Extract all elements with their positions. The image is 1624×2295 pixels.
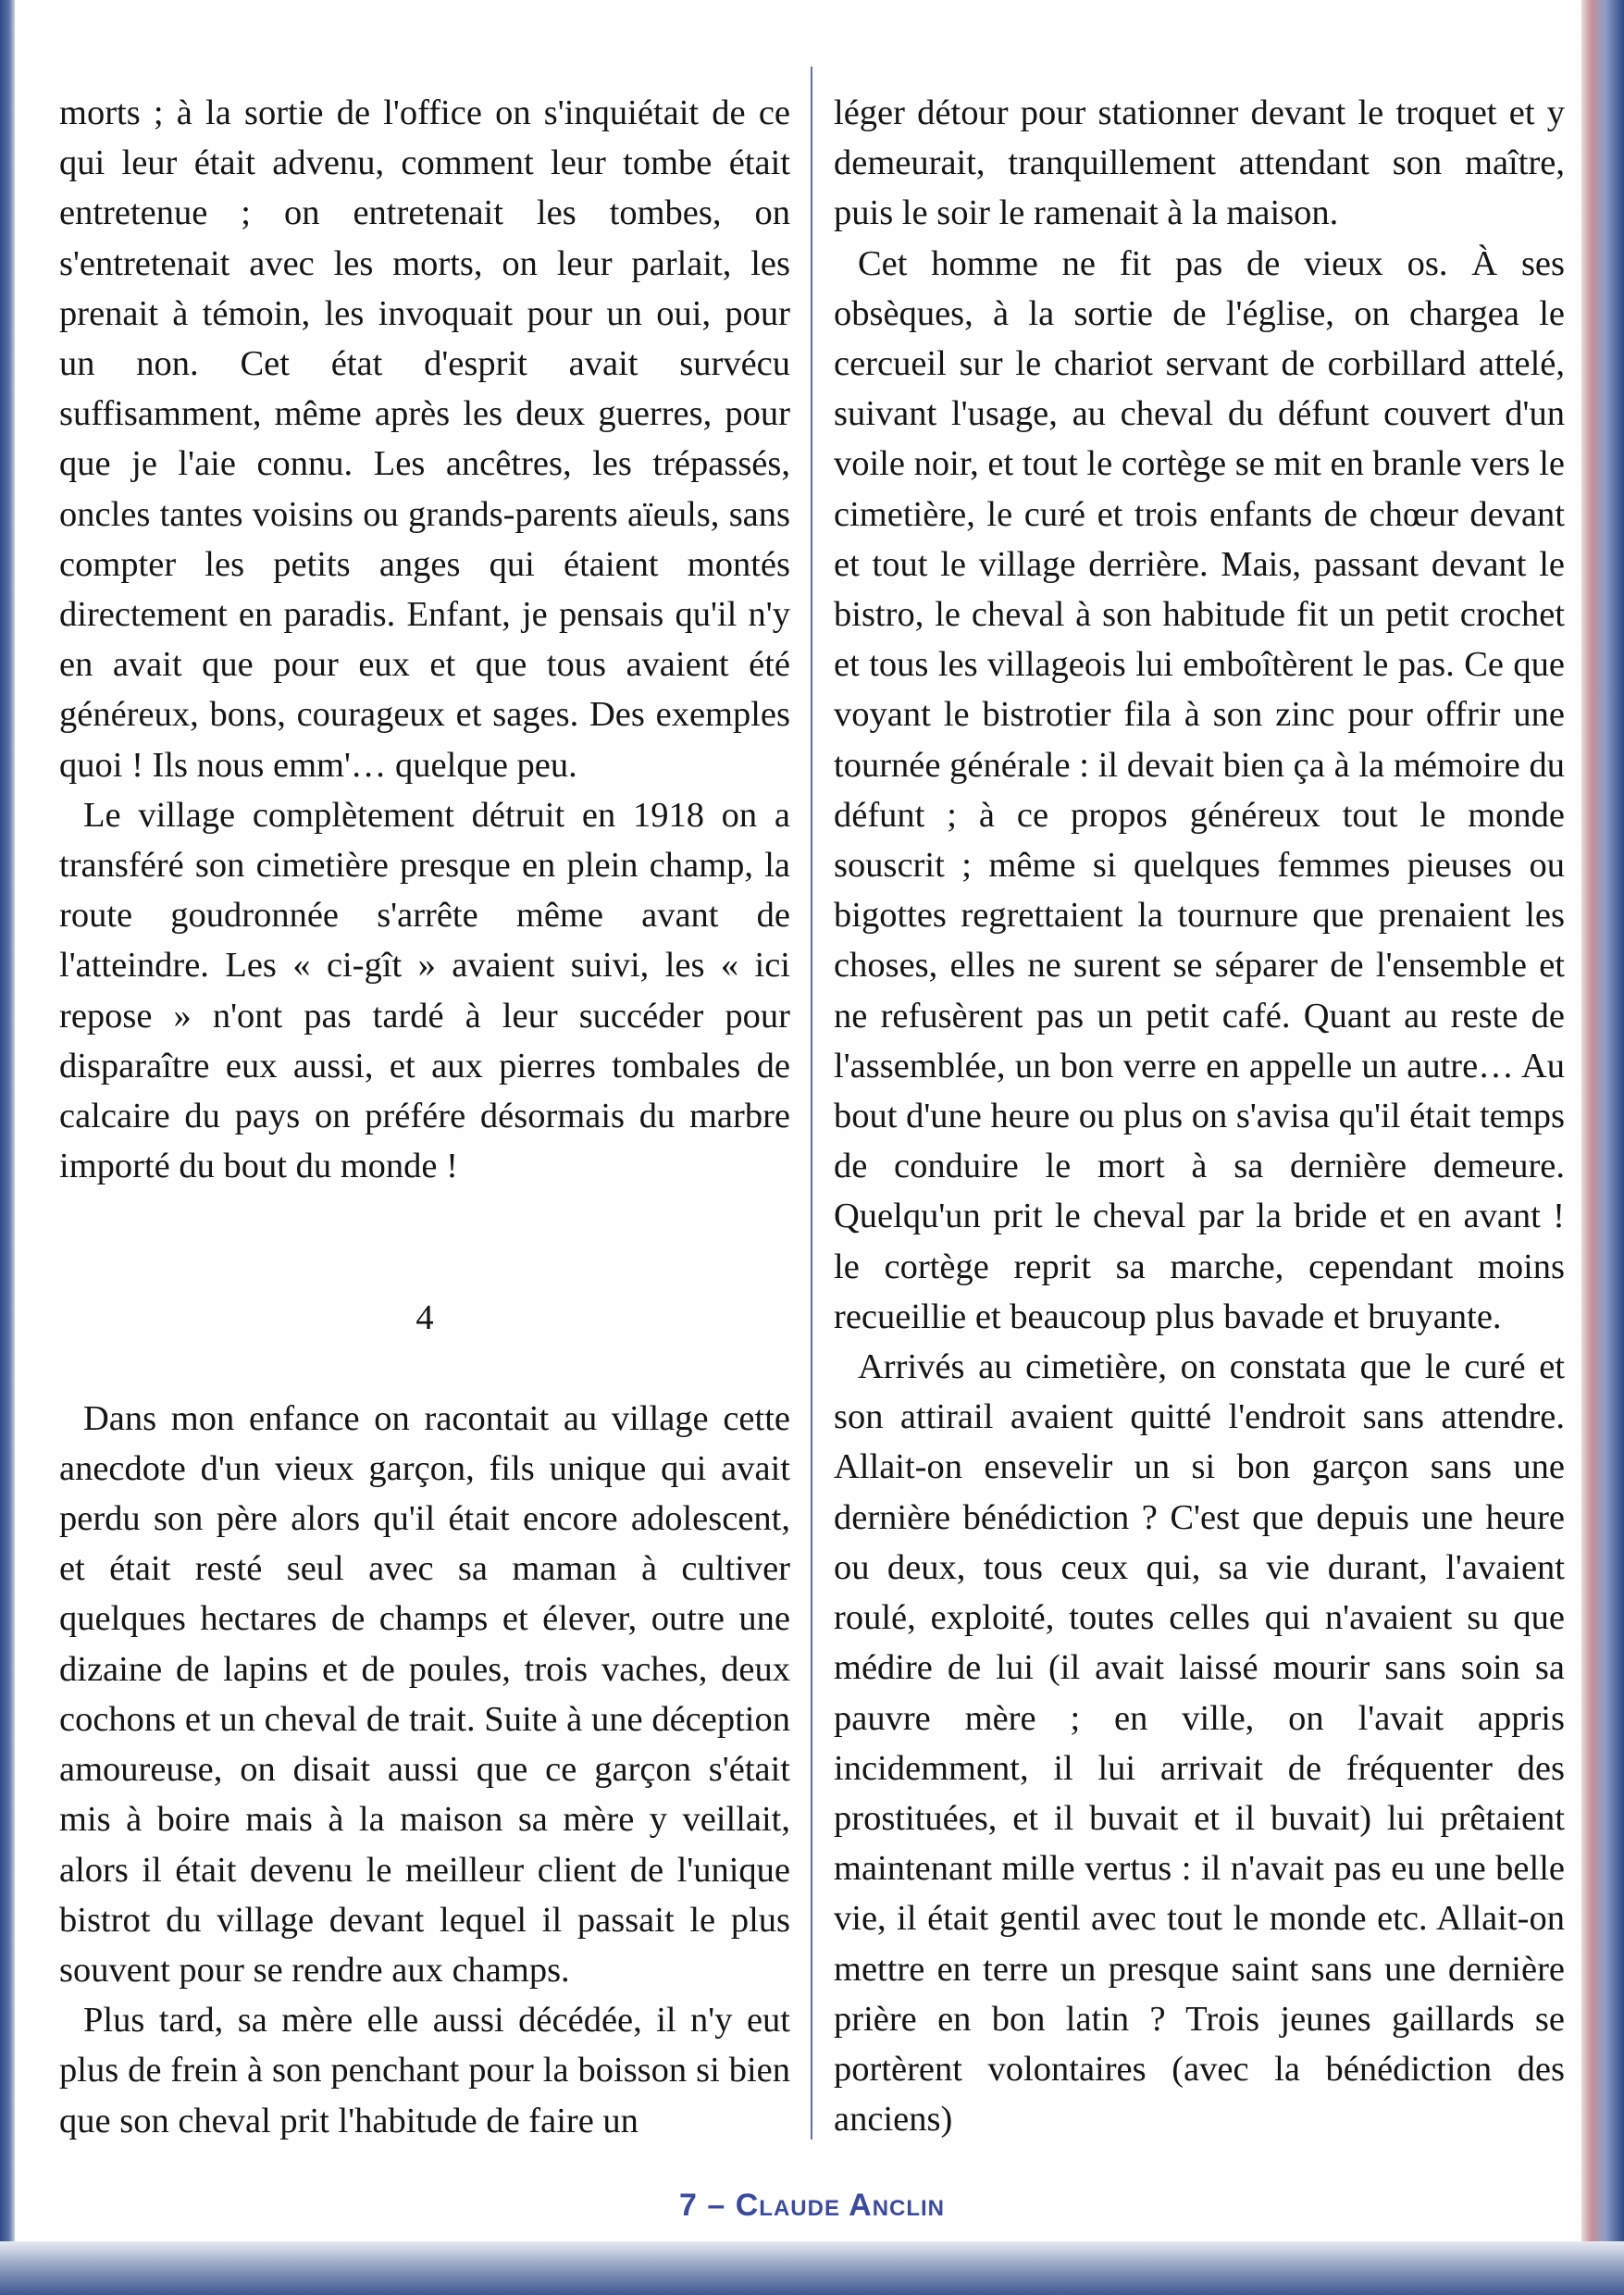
frame-bottom-edge	[0, 2241, 1624, 2295]
paragraph: Le village complètement détruit en 1918 on a transféré son cimetière presque en plein champ, la route goudronnée s'arrête même avant de l'atteindre. Les « ci-gît » avaient suivi, les « ici repose » n'ont pas tardé à leur succéder pour disparaître eux aussi, et aux pierres tombales de calcaire du pays on préfére désormais du marbre importé du bout du monde !	[59, 795, 790, 1186]
page-footer	[0, 2188, 1624, 2224]
footer-separator: –	[707, 2188, 726, 2223]
left-column	[59, 88, 790, 2146]
paragraph: Cet homme ne fit pas de vieux os. À ses obsèques, à la sortie de l'église, on chargea le cercueil sur le chariot servant de corbillard attelé, suivant l'usage, au cheval du défunt couvert d'un voile noir, et tout le cortège se mit en branle vers le cimetière, le curé et trois enfants de chœur devant et tout le village derrière. Mais, passant devant le bistro, le cheval à son habitude fit un petit crochet et tous les villageois lui emboîtèrent le pas. Ce que voyant le bistrotier fila à son zinc pour offrir une tournée générale : il devait bien ça à la mémoire du défunt ; à ce propos généreux tout le monde souscrit ; même si quelques femmes pieuses ou bigottes regrettaient la tournure que prenaient les choses, elles ne surent se séparer de l'ensemble et ne refusèrent pas un petit café. Quant au reste de l'assemblée, un bon verre en appelle un autre… Au bout d'une heure ou plus on s'avisa qu'il était temps de conduire le mort à sa dernière demeure. Quelqu'un prit le cheval par la bride et en avant ! le cortège reprit sa marche, cependant moins recueillie et beaucoup plus bavade et bruyante.	[834, 243, 1565, 1336]
column-divider	[811, 67, 812, 2140]
section-number: 4	[415, 1298, 434, 1338]
paragraph: morts ; à la sortie de l'office on s'inquiétait de ce qui leur était advenu, comment leur tombe était entretenue ; on entretenait les tombes, on s'entretenait avec les morts, on leur parlait, les prenait à témoin, les invoquait pour un oui, pour un non. Cet état d'esprit avait survécu suffisamment, même après les deux guerres, pour que je l'aie connu. Les ancêtres, les trépassés, oncles tantes voisins ou grands-parents aïeuls, sans compter les petits anges qui étaient montés directement en paradis. Enfant, je pensais qu'il n'y en avait que pour eux et que tous avaient été généreux, bons, courageux et sages. Des exemples quoi ! Ils nous emm'… quelque peu.	[59, 93, 790, 785]
author-name: Claude Anclin	[735, 2188, 946, 2223]
paragraph: Dans mon enfance on racontait au village cette anecdote d'un vieux garçon, fils unique qui avait perdu son père alors qu'il était encore adolescent, et était resté seul avec sa maman à cultiver quelques hectares de champs et élever, outre une dizaine de lapins et de poules, trois vaches, deux cochons et un cheval de trait. Suite à une déception amoureuse, on disait aussi que ce garçon s'était mis à boire mais à la maison sa mère y veillait, alors il était devenu le meilleur client de l'unique bistrot du village devant lequel il passait le plus souvent pour se rendre aux champs.	[59, 1398, 790, 1990]
paragraph: léger détour pour stationner devant le troquet et y demeurait, tranquillement attendant son maître, puis le soir le ramenait à la maison.	[834, 93, 1565, 233]
page-number: 7	[678, 2188, 698, 2223]
paragraph: Plus tard, sa mère elle aussi décédée, il n'y eut plus de frein à son penchant pour la boisson si bien que son cheval prit l'habitude de faire un	[59, 2001, 790, 2140]
frame-left-edge	[0, 0, 15, 2295]
paragraph: Arrivés au cimetière, on constata que le curé et son attirail avaient quitté l'endroit sans attendre. Allait-on ensevelir un si bon garçon sans une dernière bénédiction ? C'est que depuis une heure ou deux, tous ceux qui, sa vie durant, l'avaient roulé, exploité, toutes celles qui n'avaient su que médire de lui (il avait laissé mourir sans soin sa pauvre mère ; en ville, on l'avait appris incidemment, il lui arrivait de fréquenter des prostituées, et il buvait et il buvait) lui prêtaient maintenant mille vertus : il n'avait pas eu une belle vie, il était gentil avec tout le monde etc. Allait-on mettre en terre un presque saint sans une dernière prière en bon latin ? Trois jeunes gaillards se portèrent volontaires (avec la bénédiction des anciens)	[834, 1347, 1565, 2140]
frame-right-edge	[1581, 0, 1624, 2295]
right-column	[834, 88, 1565, 2144]
